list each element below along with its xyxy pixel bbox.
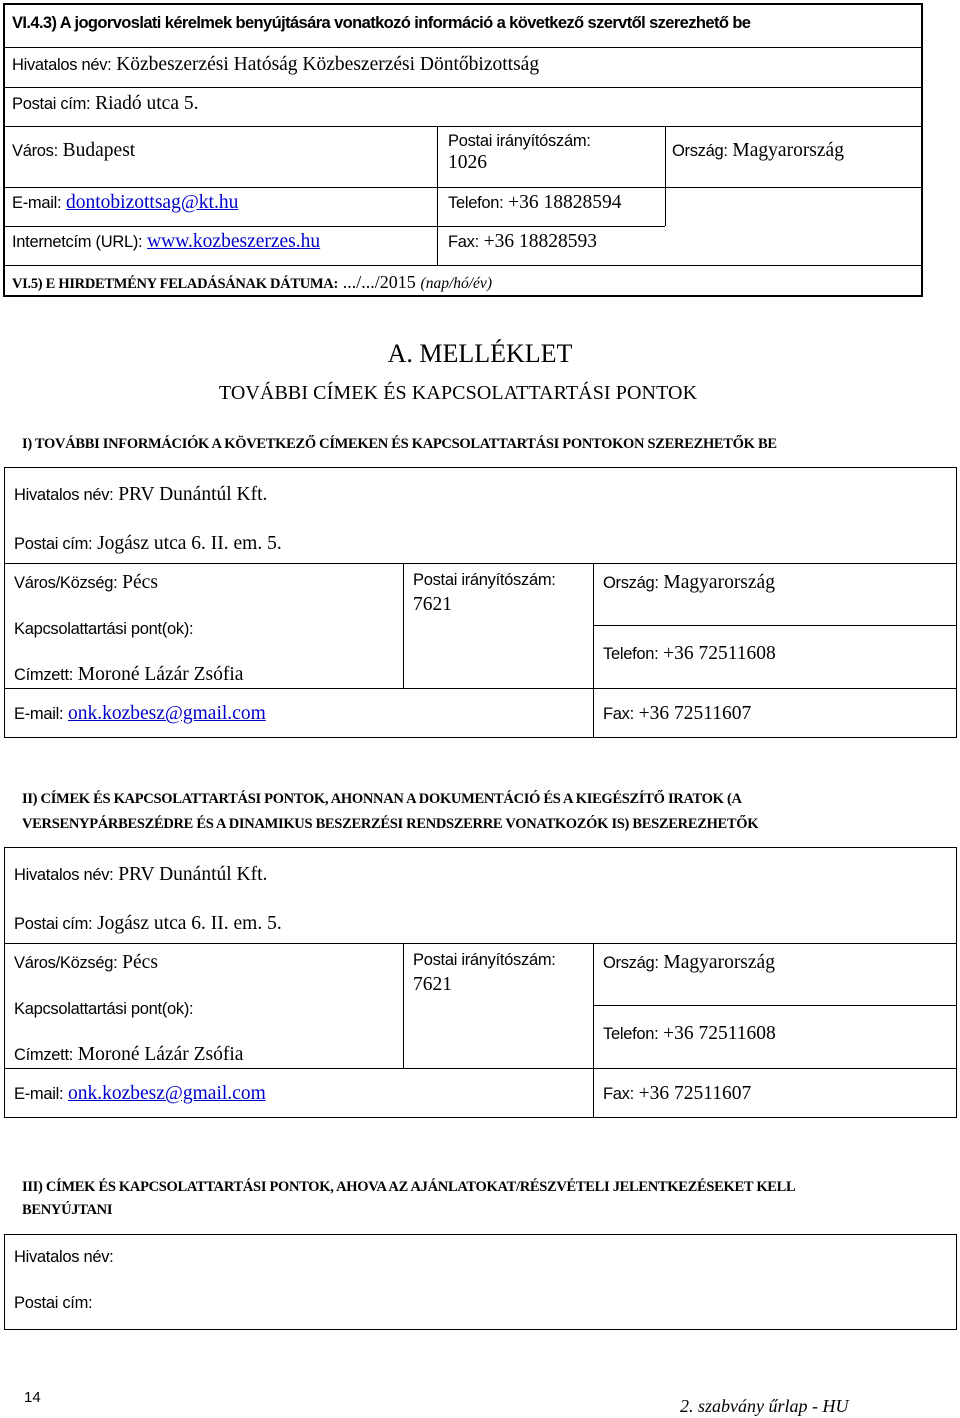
s1-phone-row	[603, 643, 776, 665]
s2-postal-address-value: Jogász utca 6. II. em. 5.	[97, 913, 282, 934]
s2-email-row	[14, 1083, 266, 1105]
s2-postal-code-label: Postai irányítószám:	[413, 951, 556, 969]
country-label: Ország:	[672, 142, 728, 160]
email-label: E-mail:	[12, 194, 62, 212]
s3-postal-address-label: Postai cím:	[14, 1294, 93, 1312]
s1-postal-address-value: Jogász utca 6. II. em. 5.	[97, 533, 282, 554]
section1-heading: I) TOVÁBBI INFORMÁCIÓK A KÖVETKEZŐ CÍMEKEN ÉS KAPCSOLATTARTÁSI PONTOKON SZEREZHETŐK BE	[22, 436, 777, 452]
s1-phone-label: Telefon:	[603, 645, 659, 663]
s2-phone-value: +36 72511608	[663, 1023, 776, 1044]
section2-heading-line1: II) CÍMEK ÉS KAPCSOLATTARTÁSI PONTOK, AHONNAN A DOKUMENTÁCIÓ ÉS A KIEGÉSZÍTŐ IRATOK (A	[22, 791, 742, 807]
s2-postal-code-value: 7621	[413, 974, 452, 995]
section2-heading-line2: VERSENYPÁRBESZÉDRE ÉS A DINAMIKUS BESZERZÉSI RENDSZERRE VONATKOZÓK IS) BESZEREZHETŐK	[22, 816, 759, 832]
city-row	[12, 140, 135, 162]
page-number: 14	[24, 1389, 41, 1406]
appeal-section-heading: VI.4.3) A jogorvoslati kérelmek benyújtására vonatkozó információ a következő szervtől szerezhető be	[12, 14, 751, 32]
official-name-value: Közbeszerzési Hatóság Közbeszerzési Döntőbizottság	[116, 54, 540, 75]
s1-country-row	[603, 572, 775, 594]
s1-addressee-value: Moroné Lázár Zsófia	[77, 664, 244, 685]
s2-addressee-value: Moroné Lázár Zsófia	[77, 1044, 244, 1065]
s1-email-label: E-mail:	[14, 705, 64, 723]
s2-city-row	[14, 952, 158, 974]
s3-official-name-label: Hivatalos név:	[14, 1248, 114, 1266]
s2-country-label: Ország:	[603, 954, 659, 972]
s2-contact-label: Kapcsolattartási pont(ok):	[14, 1000, 194, 1018]
web-label: Internetcím (URL):	[12, 233, 143, 251]
email-row	[12, 192, 238, 214]
postal-address-row	[12, 93, 199, 115]
fax-value: +36 18828593	[483, 231, 598, 252]
s1-city-label: Város/Község:	[14, 574, 118, 592]
section3-heading-line1: III) CÍMEK ÉS KAPCSOLATTARTÁSI PONTOK, AHOVA AZ AJÁNLATOKAT/RÉSZVÉTELI JELENTKEZÉSEKET KELL	[22, 1179, 796, 1195]
s2-addressee-label: Címzett:	[14, 1046, 74, 1064]
section1-box	[4, 467, 957, 738]
official-name-label: Hivatalos név:	[12, 56, 112, 74]
phone-label: Telefon:	[448, 194, 504, 212]
s1-fax-label: Fax:	[603, 705, 634, 723]
s2-phone-label: Telefon:	[603, 1025, 659, 1043]
s2-postal-address-row	[14, 913, 282, 935]
s1-postal-address-label: Postai cím:	[14, 535, 93, 553]
email-link[interactable]: dontobizottsag@kt.hu	[66, 192, 239, 213]
s1-city-row	[14, 572, 158, 594]
form-name: 2. szabvány űrlap - HU	[680, 1396, 849, 1416]
postal-code-value: 1026	[448, 152, 487, 173]
web-link[interactable]: www.kozbeszerzes.hu	[147, 231, 321, 252]
s2-official-name-row	[14, 864, 267, 886]
city-label: Város:	[12, 142, 58, 160]
s1-email-link[interactable]: onk.kozbesz@gmail.com	[68, 703, 266, 724]
country-value: Magyarország	[732, 140, 844, 161]
s2-phone-row	[603, 1023, 776, 1045]
s1-phone-value: +36 72511608	[663, 643, 776, 664]
phone-value: +36 18828594	[508, 192, 622, 213]
notice-date-label: VI.5) E HIRDETMÉNY FELADÁSÁNAK DÁTUMA:	[12, 276, 339, 292]
s1-fax-row	[603, 703, 751, 725]
s2-city-label: Város/Község:	[14, 954, 118, 972]
s1-country-label: Ország:	[603, 574, 659, 592]
notice-date-format: (nap/hó/év)	[420, 275, 492, 292]
postal-address-value: Riadó utca 5.	[95, 93, 199, 114]
official-name-row	[12, 54, 539, 76]
s2-official-name-label: Hivatalos név:	[14, 866, 114, 884]
s1-postal-code-label: Postai irányítószám:	[413, 571, 556, 589]
s1-postal-address-row	[14, 533, 282, 555]
s2-postal-address-label: Postai cím:	[14, 915, 93, 933]
s1-official-name-label: Hivatalos név:	[14, 486, 114, 504]
section2-box	[4, 847, 957, 1118]
s1-city-value: Pécs	[122, 572, 158, 593]
city-value: Budapest	[62, 140, 136, 161]
fax-label: Fax:	[448, 233, 479, 251]
annex-subtitle: TOVÁBBI CÍMEK ÉS KAPCSOLATTARTÁSI PONTOK	[218, 382, 698, 404]
s2-fax-value: +36 72511607	[638, 1083, 752, 1104]
s1-country-value: Magyarország	[663, 572, 775, 593]
s1-official-name-value: PRV Dunántúl Kft.	[118, 484, 268, 505]
s1-official-name-row	[14, 484, 267, 506]
postal-address-label: Postai cím:	[12, 95, 91, 113]
section3-box	[4, 1234, 957, 1330]
s2-email-link[interactable]: onk.kozbesz@gmail.com	[68, 1083, 266, 1104]
annex-title: A. MELLÉKLET	[387, 339, 573, 368]
s1-postal-code-value: 7621	[413, 594, 452, 615]
country-row	[672, 140, 844, 162]
s1-addressee-label: Címzett:	[14, 666, 74, 684]
s2-email-label: E-mail:	[14, 1085, 64, 1103]
fax-row	[448, 231, 597, 253]
s2-city-value: Pécs	[122, 952, 158, 973]
web-row	[12, 231, 320, 253]
section3-heading-line2: BENYÚJTANI	[22, 1202, 113, 1218]
postal-code-label: Postai irányítószám:	[448, 132, 591, 150]
s2-fax-label: Fax:	[603, 1085, 634, 1103]
s1-email-row	[14, 703, 266, 725]
s2-fax-row	[603, 1083, 751, 1105]
s1-contact-label: Kapcsolattartási pont(ok):	[14, 620, 194, 638]
s2-official-name-value: PRV Dunántúl Kft.	[118, 864, 268, 885]
phone-row	[448, 192, 622, 214]
notice-date-value: .../.../2015	[342, 272, 416, 292]
s2-addressee-row	[14, 1044, 243, 1066]
s1-fax-value: +36 72511607	[638, 703, 752, 724]
s2-country-value: Magyarország	[663, 952, 775, 973]
s1-addressee-row	[14, 664, 243, 686]
s2-country-row	[603, 952, 775, 974]
notice-date-row	[12, 272, 492, 294]
